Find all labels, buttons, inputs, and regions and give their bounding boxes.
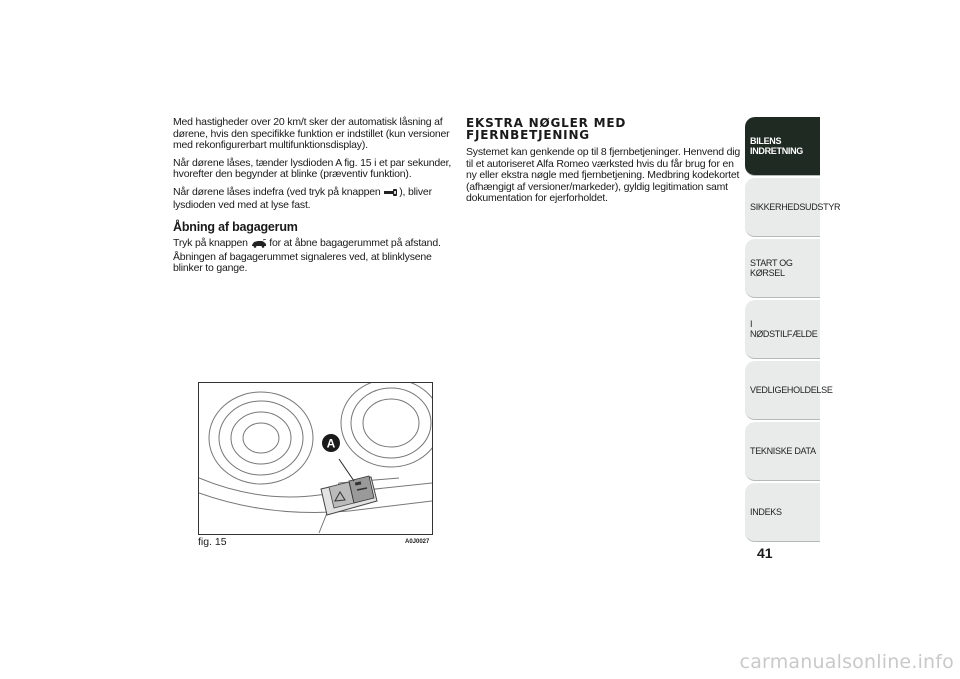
tab-indeks[interactable]: INDEKS bbox=[745, 483, 820, 542]
paragraph-trunk-opening: Tryk på knappen for at åbne bagagerummet på afstand. Åbningen af bagagerummet signaleres ved, at blinklysene blinker to gange. bbox=[173, 237, 441, 274]
figure-caption: fig. 15 bbox=[198, 536, 227, 548]
figure-code: A0J0027 bbox=[405, 539, 430, 545]
hazard-and-lock-buttons-illustration bbox=[321, 459, 377, 515]
right-column bbox=[466, 117, 741, 211]
paragraph-auto-locking: Med hastigheder over 20 km/t sker der automatisk låsning af dørene, hvis den specifikke funktion er indstillet (kun versioner med rekonfigurerbart multifunktionsdisplay). bbox=[173, 116, 450, 151]
tab-sikkerhedsudstyr[interactable]: SIKKERHEDSUDSTYR bbox=[745, 178, 820, 237]
section-heading-extra-keys: EKSTRA NØGLER MED FJERNBETJENING bbox=[466, 116, 627, 142]
paragraph-extra-keys: Systemet kan genkende op til 8 fjernbetjeninger. Henvend dig til et autoriseret Alfa Romeo værksted hvis du får brug for en ny eller ekstra nøgle med fjernbetjening. Medbring kodekortet (afhængigt af versioner/markeder), gyldig legitimation samt dokumentation for ejerforholdet. bbox=[466, 146, 741, 204]
door-lock-button-icon bbox=[383, 188, 399, 201]
tab-tekniske-data[interactable]: TEKNISKE DATA bbox=[745, 422, 820, 481]
paragraph-lock-inside: Når dørene låses indefra (ved tryk på knappen ), bliver lysdioden ved med at lyse fast. bbox=[173, 185, 432, 211]
page-number: 41 bbox=[757, 545, 773, 561]
paragraph-led-indicator: Når dørene låses, tænder lysdioden A fig. 15 i et par sekunder, hvorefter den begynder at blinke (præventiv funktion). bbox=[173, 156, 452, 180]
section-heading-trunk: Åbning af bagagerum bbox=[173, 219, 298, 234]
chapter-tabs bbox=[745, 117, 841, 544]
left-column bbox=[173, 117, 458, 281]
figure-15-dashboard-illustration bbox=[198, 382, 433, 535]
tab-bilens-indretning[interactable]: BILENS INDRETNING bbox=[745, 117, 820, 176]
tab-start-og-korsel[interactable]: START OG KØRSEL bbox=[745, 239, 820, 298]
left-air-vent-illustration bbox=[209, 392, 313, 484]
tab-vedligeholdelse[interactable]: VEDLIGEHOLDELSE bbox=[745, 361, 820, 420]
right-air-vent-illustration bbox=[341, 383, 432, 467]
figure-label-a: A bbox=[326, 436, 336, 451]
watermark: carmanualsonline.info bbox=[739, 651, 954, 673]
tab-i-nodstilfaelde[interactable]: I NØDSTILFÆLDE bbox=[745, 300, 820, 359]
